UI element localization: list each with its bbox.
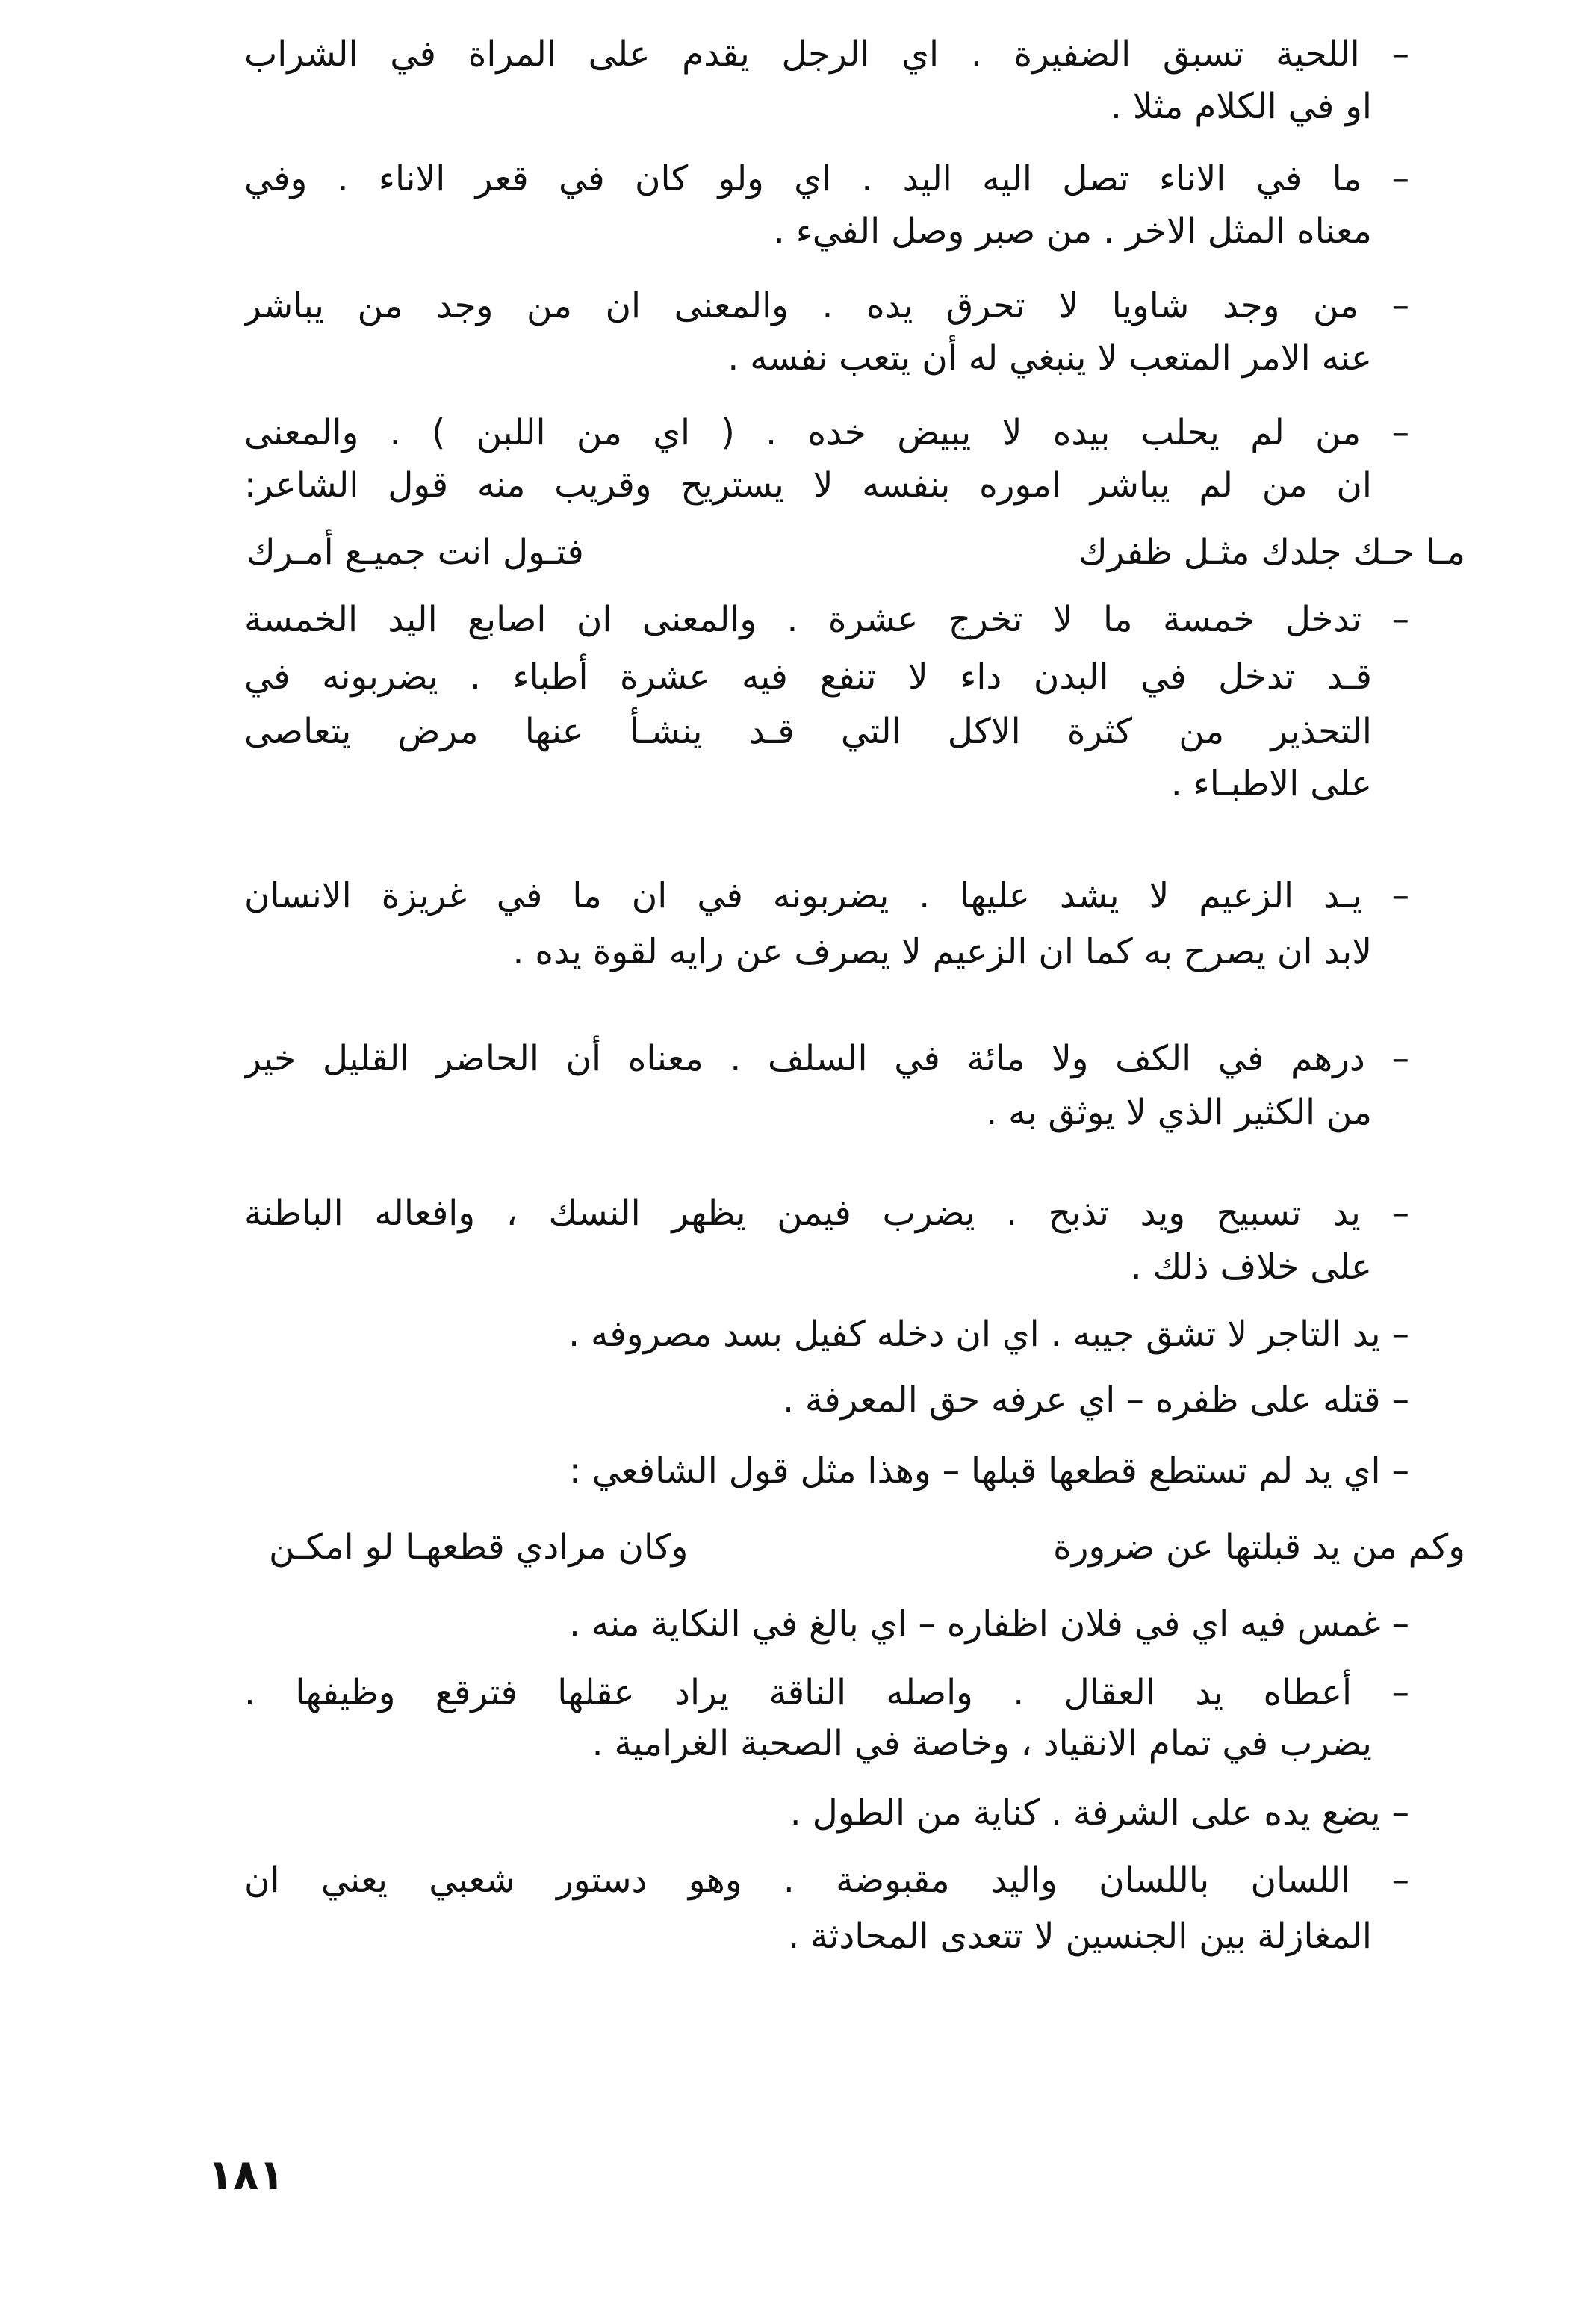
proverb-line: – اللسان باللسان واليد مقبوضة . وهو دستور شعبي يعني ان <box>244 1860 1409 1901</box>
proverb-line: ان من لم يباشر اموره بنفسه لا يستريح وقريب منه قول الشاعر: <box>244 465 1372 506</box>
proverb-line: – اي يد لم تستطع قطعها قبلها – وهذا مثل قول الشافعي : <box>569 1450 1409 1491</box>
proverb-line: التحذير من كثرة الاكل التي قـد ينشـأ عنها مرض يتعاصى <box>244 711 1372 752</box>
proverb-line: على خلاف ذلك . <box>1130 1246 1372 1288</box>
page-number: ١٨١ <box>208 2151 285 2199</box>
proverb-line: – درهم في الكف ولا مائة في السلف . معناه أن الحاضر القليل خير <box>244 1038 1409 1079</box>
proverb-line: من الكثير الذي لا يوثق به . <box>986 1092 1372 1133</box>
proverb-line: المغازلة بين الجنسين لا تتعدى المحادثة . <box>788 1916 1372 1957</box>
proverb-line: – يد تسبيح ويد تذبح . يضرب فيمن يظهر النسك ، وافعاله الباطنة <box>244 1193 1409 1234</box>
proverb-line: لابد ان يصرح به كما ان الزعيم لا يصرف عن رايه لقوة يده . <box>512 931 1372 972</box>
proverb-line: – من لم يحلب بيده لا يبيض خده . ( اي من اللبن ) . والمعنى <box>244 412 1409 453</box>
proverb-line: – يد التاجر لا تشق جيبه . اي ان دخله كفيل بسد مصروفه . <box>568 1314 1409 1355</box>
proverb-line: – أعطاه يد العقال . واصله الناقة يراد عقلها فترقع وظيفها . <box>244 1672 1409 1713</box>
proverb-line: معناه المثل الاخر . من صبر وصل الفيء . <box>773 211 1372 252</box>
proverb-line: عنه الامر المتعب لا ينبغي له أن يتعب نفسه . <box>727 338 1372 379</box>
verse-hemistich-right: مـا حـك جلدك مثـل ظفرك <box>1078 532 1465 573</box>
proverb-line: – تدخل خمسة ما لا تخرج عشرة . والمعنى ان اصابع اليد الخمسة <box>244 599 1409 640</box>
proverb-line: – غمس فيه اي في فلان اظفاره – اي بالغ في النكاية منه . <box>569 1603 1409 1645</box>
proverb-line: – اللحية تسبق الضفيرة . اي الرجل يقدم على المراة في الشراب <box>244 34 1409 75</box>
proverb-line: على الاطبـاء . <box>1170 763 1372 804</box>
proverb-line: – ما في الاناء تصل اليه اليد . اي ولو كان في قعر الاناء . وفي <box>244 158 1409 199</box>
proverb-line: قـد تدخل في البدن داء لا تنفع فيه عشرة أطباء . يضربونه في <box>244 656 1372 698</box>
verse-hemistich-left: فتـول انت جميـع أمـرك <box>246 532 584 573</box>
proverb-line: – يـد الزعيم لا يشد عليها . يضربونه في ان ما في غريزة الانسان <box>244 875 1409 916</box>
proverb-line: – من وجد شاويا لا تحرق يده . والمعنى ان من وجد من يباشر <box>244 285 1409 326</box>
proverb-line: يضرب في تمام الانقياد ، وخاصة في الصحبة الغرامية . <box>591 1723 1372 1764</box>
proverb-line: – يضع يده على الشرفة . كناية من الطول . <box>789 1792 1409 1834</box>
verse-hemistich-right: وكم من يد قبلتها عن ضرورة <box>1053 1527 1465 1568</box>
proverb-line: – قتله على ظفره – اي عرفه حق المعرفة . <box>783 1379 1409 1421</box>
verse-hemistich-left: وكان مرادي قطعهـا لو امكـن <box>269 1527 689 1568</box>
proverb-line: او في الكلام مثلا . <box>1111 86 1372 127</box>
